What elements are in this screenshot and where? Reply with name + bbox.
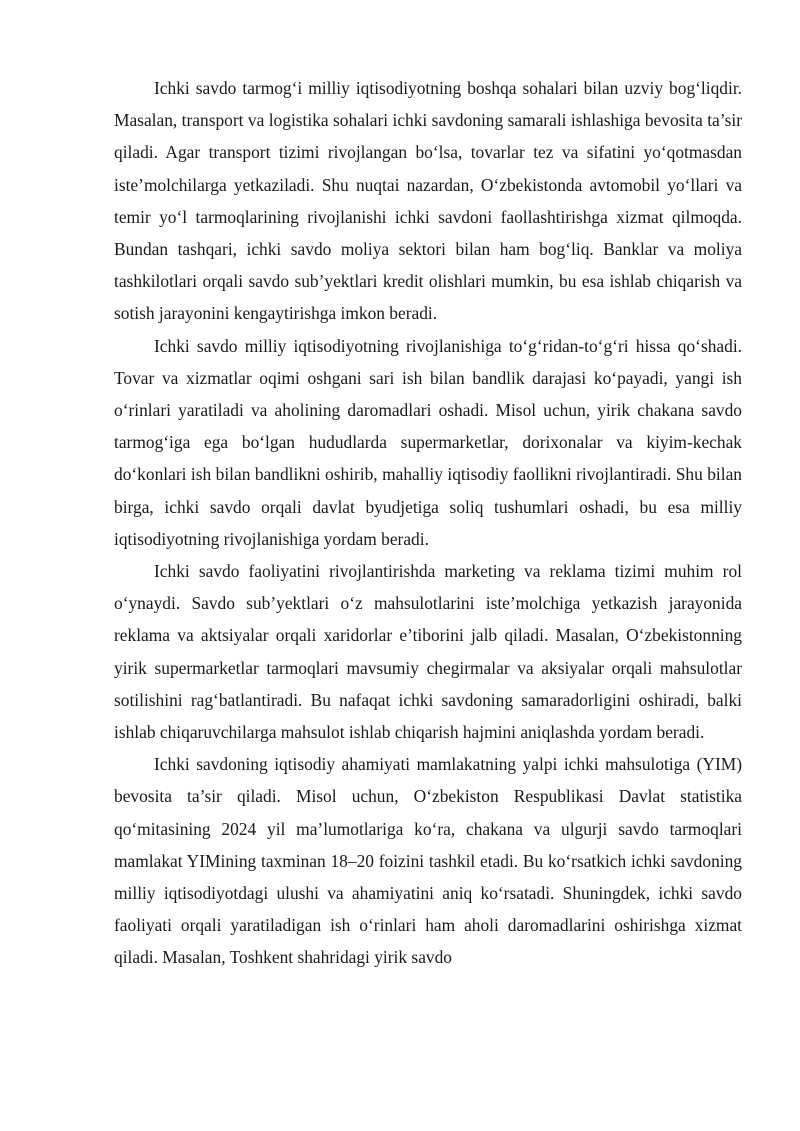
paragraph-economic-contribution: Ichki savdo milliy iqtisodiyotning rivojlanishiga to‘g‘ridan-to‘g‘ri hissa qo‘shadi. Tovar va xizmatlar oqimi oshgani sari ish bilan bandlik darajasi ko‘payadi, yangi ish o‘rinlari yaratiladi va aholining daromadlari oshadi. Misol uchun, yirik chakana savdo tarmog‘iga ega bo‘lgan hududlarda supermarketlar, dorixonalar va kiyim-kechak do‘konlari ish bilan bandlikni oshirib, mahalliy iqtisodiy faollikni rivojlantiradi. Shu bilan birga, ichki savdo orqali davlat byudjetiga soliq tushumlari oshadi, bu esa milliy iqtisodiyotning rivojlanishiga yordam beradi. bbox=[114, 335, 742, 549]
paragraph-gdp-share: Ichki savdoning iqtisodiy ahamiyati mamlakatning yalpi ichki mahsulotiga (YIM) bevosita ta’sir qiladi. Misol uchun, O‘zbekiston Respublikasi Davlat statistika qo‘mitasining 2024 yil ma’lumotlariga ko‘ra, chakana va ulgurji savdo tarmoqlari mamlakat YIMining taxminan 18–20 foizini tashkil etadi. Bu ko‘rsatkich ichki savdoning milliy iqtisodiyotdagi ulushi va ahamiyatini aniq ko‘rsatadi. Shuningdek, ichki savdo faoliyati orqali yaratiladigan ish o‘rinlari ham aholi daromadlarini oshirishga xizmat qiladi. Masalan, Toshkent shahridagi yirik savdo bbox=[114, 754, 742, 968]
document-page bbox=[114, 72, 742, 974]
paragraph-marketing-advertising: Ichki savdo faoliyatini rivojlantirishda marketing va reklama tizimi muhim rol o‘ynaydi. Savdo sub’yektlari o‘z mahsulotlarini iste’molchiga yetkazish jarayonida reklama va aktsiyalar orqali xaridorlar e’tiborini jalb qiladi. Masalan, O‘zbekistonning yirik supermarketlar tarmoqlari mavsumiy chegirmalar va aksiyalar orqali mahsulotlar sotilishini rag‘batlantiradi. Bu nafaqat ichki savdoning samaradorligini oshiradi, balki ishlab chiqaruvchilarga mahsulot ishlab chiqarish hajmini aniqlashda yordam beradi. bbox=[114, 561, 742, 743]
paragraph-transport-logistics: Ichki savdo tarmog‘i milliy iqtisodiyotning boshqa sohalari bilan uzviy bog‘liqdir. Masalan, transport va logistika sohalari ichki savdoning samarali ishlashiga bevosita ta’sir qiladi. Agar transport tizimi rivojlangan bo‘lsa, tovarlar tez va sifatini yo‘qotmasdan iste’molchilarga yetkaziladi. Shu nuqtai nazardan, O‘zbekistonda avtomobil yo‘llari va temir yo‘l tarmoqlarining rivojlanishi ichki savdoni faollashtirishga xizmat qilmoqda. Bundan tashqari, ichki savdo moliya sektori bilan ham bog‘liq. Banklar va moliya tashkilotlari orqali savdo sub’yektlari kredit olishlari mumkin, bu esa ishlab chiqarish va sotish jarayonini kengaytirishga imkon beradi. bbox=[114, 78, 742, 324]
